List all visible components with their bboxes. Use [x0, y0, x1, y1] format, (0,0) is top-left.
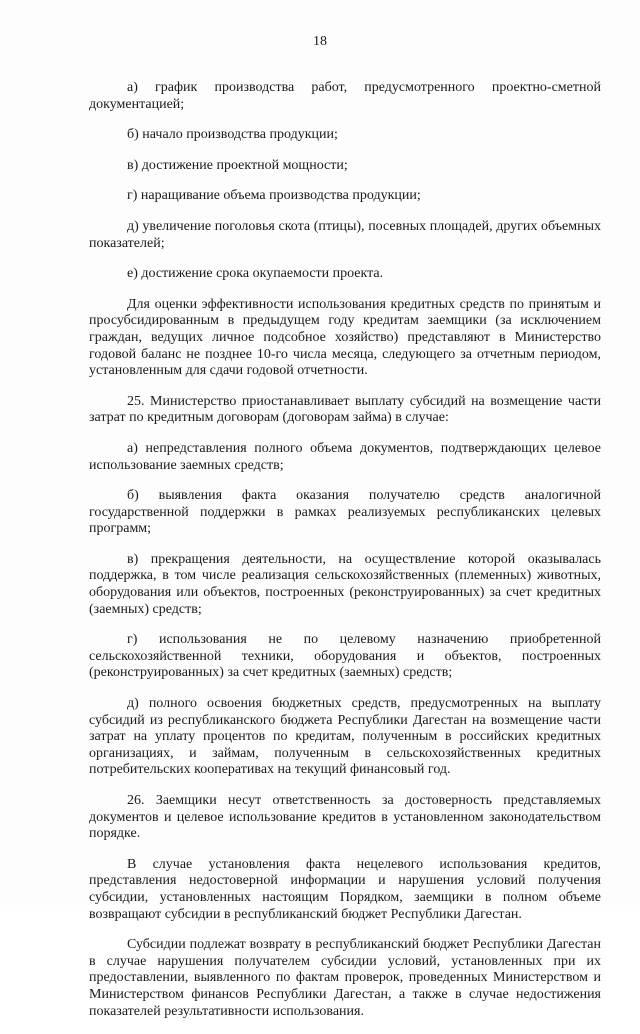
paragraph-25-a: а) непредставления полного объема документов, подтверждающих целевое использование заемных средств;: [89, 440, 601, 473]
paragraph-subsidy-return: Субсидии подлежат возврату в республиканский бюджет Республики Дагестан в случае нарушения получателем субсидии условий, установленных при их предоставлении, выявленного по фактам проверок, проведенных Министерством и Министерством финансов Республики Дагестан, а также в случае недостижения показателей результативности использования.: [89, 937, 601, 1019]
paragraph-g-volume-increase: г) наращивание объема производства продукции;: [127, 188, 421, 204]
paragraph-a-schedule: а) график производства работ, предусмотренного проектно-сметной документацией;: [89, 80, 601, 112]
document-body: [89, 66, 601, 1034]
paragraph-d-livestock-increase: д) увеличение поголовья скота (птицы), посевных площадей, других объемных показателей;: [89, 218, 601, 251]
paragraph-misuse-return: В случае установления факта нецелевого использования кредитов, представления недостоверной информации и нарушения условий получения субсидии, установленных настоящим Порядком, заемщики в полном объеме возвращают субсидии в республиканский бюджет Республики Дагестан.: [89, 856, 601, 922]
paragraph-b-production-start: б) начало производства продукции;: [127, 127, 338, 143]
paragraph-v-design-capacity: в) достижение проектной мощности;: [127, 157, 348, 173]
paragraph-26-responsibility: 26. Заемщики несут ответственность за достоверность представляемых документов и целевое использование кредитов в установленном законодательством порядке.: [89, 793, 601, 842]
paragraph-e-payback: е) достижение срока окупаемости проекта.: [127, 266, 384, 282]
paragraph-25-v: в) прекращения деятельности, на осуществление которой оказывалась поддержка, в том числе реализация сельскохозяйственных (племенных) животных, оборудования или объектов, построенных (реконструированных) за счет кредитных (заемных) средств;: [89, 551, 601, 617]
paragraph-25-b: б) выявления факта оказания получателю средств аналогичной государственной поддержки в рамках реализуемых республиканских целевых программ;: [89, 488, 601, 537]
paragraph-25-d: д) полного освоения бюджетных средств, предусмотренных на выплату субсидий из республиканского бюджета Республики Дагестан на возмещение части затрат на уплату процентов по кредитам, полученным в российских кредитных организациях, и займам, полученным в сельскохозяйственных кредитных потребительских кооперативах на текущий финансовый год.: [89, 696, 601, 778]
paragraph-efficiency-evaluation: Для оценки эффективности использования кредитных средств по принятым и просубсидированным в предыдущем году кредитам заемщики (за исключением граждан, ведущих личное подсобное хозяйство) представляют в Министерство годовой баланс не позднее 10-го числа месяца, следующего за отчетным периодом, установленным для сдачи годовой отчетности.: [89, 296, 601, 379]
paragraph-25-suspension: 25. Министерство приостанавливает выплату субсидий на возмещение части затрат по кредитным договорам (договорам займа) в случае:: [89, 393, 601, 426]
page-number: 18: [313, 34, 327, 49]
paragraph-25-g: г) использования не по целевому назначению приобретенной сельскохозяйственной техники, оборудования и объектов, построенных (реконструированных) за счет кредитных (заемных) средств;: [89, 632, 601, 681]
